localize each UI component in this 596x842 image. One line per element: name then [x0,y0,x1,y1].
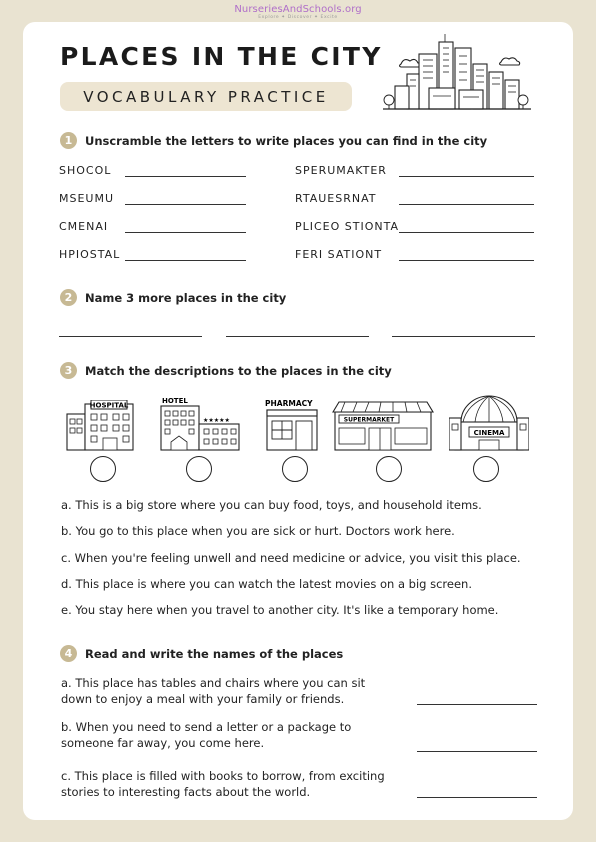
answer-line[interactable] [125,260,246,261]
section-3-heading [60,362,392,379]
section-number: 1 [60,132,77,149]
worksheet [23,22,573,820]
scrambled-word: FERI SATIONT [295,248,383,261]
answer-line[interactable] [417,751,537,752]
description-a: a. This is a big store where you can buy food, toys, and household items. [61,498,482,512]
section-1-instructions: Unscramble the letters to write places you can find in the city [85,133,488,148]
scrambled-word: SHOCOL [59,164,112,177]
logo-tagline: Explore ✦ Discover ✦ Excite [258,15,338,20]
section-number: 4 [60,645,77,662]
cinema-sign: CINEMA [473,429,505,437]
supermarket-building-illustration [331,398,435,452]
scrambled-word: HPIOSTAL [59,248,121,261]
description-c: c. When you're feeling unwell and need medicine or advice, you visit this place. [61,551,521,565]
answer-line[interactable] [399,204,534,205]
hotel-building-illustration [159,396,243,452]
site-logo [0,4,596,20]
cinema-building-illustration [449,394,529,452]
hospital-building-illustration [65,400,137,452]
match-answer-circle[interactable] [376,456,402,482]
match-answer-circle[interactable] [186,456,212,482]
description-d: d. This place is where you can watch the latest movies on a big screen. [61,577,472,591]
section-4-heading [60,645,343,662]
match-answer-circle[interactable] [282,456,308,482]
page-title: PLACES IN THE CITY [60,42,383,71]
answer-line[interactable] [226,336,369,337]
city-skyline-illustration [359,34,539,112]
section-1-heading [60,132,487,149]
svg-text:★★★★★: ★★★★★ [203,417,230,424]
section-2-heading [60,289,286,306]
question-b: b. When you need to send a letter or a package to someone far away, you come here. [61,720,352,750]
description-b: b. You go to this place when you are sick or hurt. Doctors work here. [61,524,455,538]
answer-line[interactable] [417,704,537,705]
section-2-instructions: Name 3 more places in the city [85,290,287,305]
answer-line[interactable] [399,260,534,261]
description-e: e. You stay here when you travel to another city. It's like a temporary home. [61,603,499,617]
answer-line[interactable] [417,797,537,798]
question-a: a. This place has tables and chairs where you can sit down to enjoy a meal with your family or friends. [61,676,366,706]
section-3-instructions: Match the descriptions to the places in the city [85,363,392,378]
section-4-instructions: Read and write the names of the places [85,646,344,661]
answer-line[interactable] [125,232,246,233]
question-c: c. This place is filled with books to borrow, from exciting stories to interesting facts about the world. [61,769,385,799]
answer-line[interactable] [125,204,246,205]
answer-line[interactable] [392,336,535,337]
scrambled-word: RTAUESRNAT [295,192,377,205]
scrambled-word: PLICEO STIONTA [295,220,400,233]
scrambled-word: SPERUMAKTER [295,164,387,177]
supermarket-sign: SUPERMARKET [343,416,395,424]
section-number: 3 [60,362,77,379]
section-number: 2 [60,289,77,306]
pharmacy-building-illustration [263,398,325,452]
scrambled-word: CMENAI [59,220,109,233]
answer-line[interactable] [59,336,202,337]
match-answer-circle[interactable] [90,456,116,482]
pharmacy-sign: PHARMACY [265,399,313,408]
logo-name: NurseriesAndSchools.org [234,4,362,15]
hotel-sign: HOTEL [162,397,188,405]
scrambled-word: MSEUMU [59,192,115,205]
answer-line[interactable] [125,176,246,177]
hospital-sign: HOSPITAL [89,401,129,410]
answer-line[interactable] [399,176,534,177]
page-subtitle: VOCABULARY PRACTICE [83,88,329,106]
answer-line[interactable] [399,232,534,233]
match-answer-circle[interactable] [473,456,499,482]
subtitle-banner [60,82,352,111]
